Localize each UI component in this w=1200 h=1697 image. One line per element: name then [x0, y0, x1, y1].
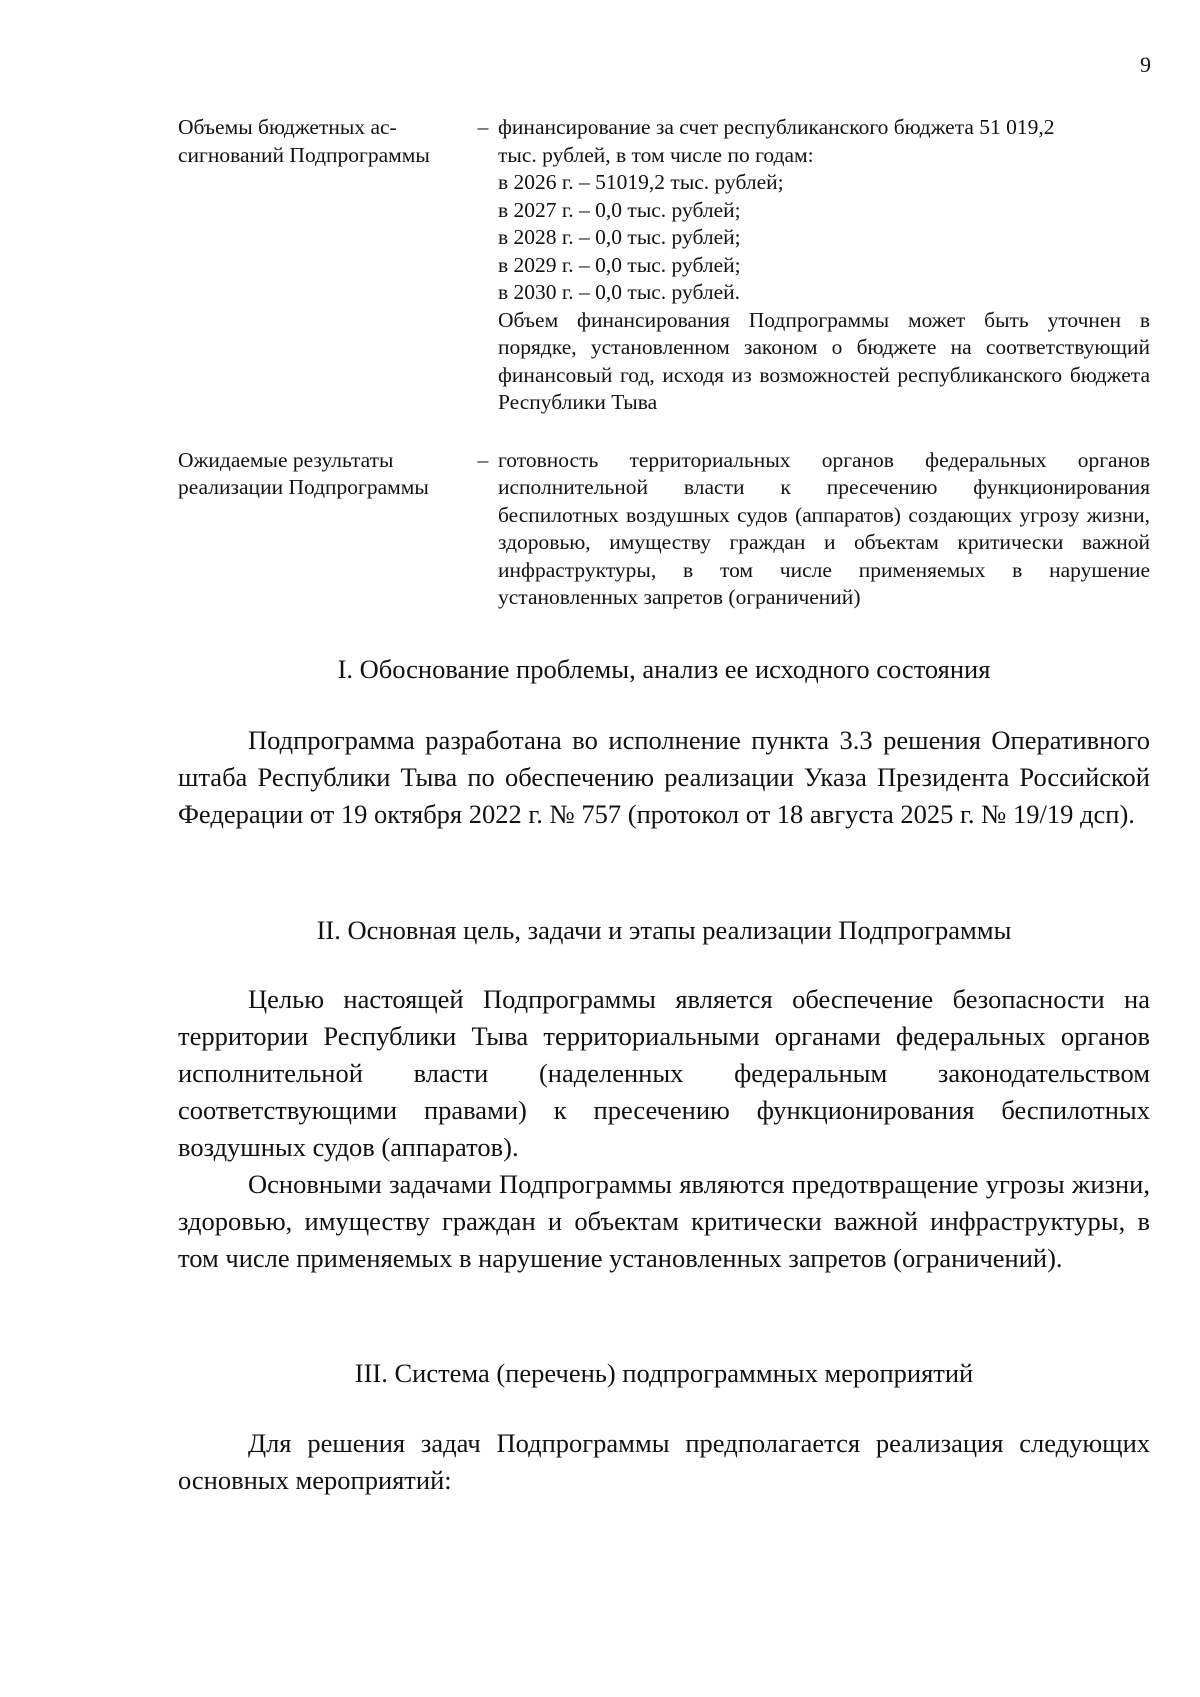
- passport-row-budget: [178, 114, 1150, 417]
- section-3-body: [178, 1425, 1150, 1499]
- funding-line: финансирование за счет республиканского бюджета 51 019,2: [498, 115, 1055, 139]
- passport-row-value: [498, 114, 1150, 417]
- row-dash: –: [477, 447, 489, 472]
- paragraph: Для решения задач Подпрограммы предполагается реализация следующих основных мероприятий:: [178, 1428, 1150, 1495]
- label-line: реализации Подпрограммы: [178, 475, 429, 499]
- funding-year-line: в 2029 г. – 0,0 тыс. рублей;: [498, 252, 741, 277]
- section-heading-1: I. Обоснование проблемы, анализ ее исходного состояния: [337, 654, 991, 684]
- label-line: Ожидаемые результаты: [178, 447, 394, 472]
- section-heading-3: III. Система (перечень) подпрограммных мероприятий: [354, 1358, 974, 1388]
- funding-line: тыс. рублей, в том числе по годам:: [498, 142, 814, 167]
- section-heading-2: II. Основная цель, задачи и этапы реализации Подпрограммы: [316, 915, 1012, 945]
- row-dash: –: [477, 115, 489, 139]
- paragraph: Основными задачами Подпрограммы являются предотвращение угрозы жизни, здоровью, имуществу граждан и объектам критически важной инфраструктуры, в том числе применяемых в нарушение установленных запретов (ограничений).: [178, 1169, 1150, 1273]
- passport-table: [178, 114, 1150, 642]
- funding-year-line: в 2030 г. – 0,0 тыс. рублей.: [498, 280, 741, 304]
- label-line: сигнований Подпрограммы: [178, 142, 430, 167]
- passport-row-label: [178, 114, 468, 169]
- passport-row-label: [178, 447, 468, 502]
- page-number: 9: [1140, 52, 1151, 77]
- paragraph: Целью настоящей Подпрограммы является обеспечение безопасности на территории Республики Тыва территориальными органами федеральных органов исполнительной власти (наделенных федеральным законодательством соответствующими правами) к пресечению функционирования беспилотных воздушных судов (аппаратов).: [178, 984, 1150, 1162]
- section-1-body: [178, 722, 1150, 833]
- funding-note: Объем финансирования Подпрограммы может быть уточнен в порядке, установленном законом о бюджете на соответствующий финансовый год, исходя из возможностей республиканского бюджета Республики Тыва: [498, 307, 1150, 414]
- funding-year-line: в 2026 г. – 51019,2 тыс. рублей;: [498, 170, 784, 194]
- passport-row-results: [178, 447, 1150, 612]
- expected-results-text: готовность территориальных органов федеральных органов исполнительной власти к пресечению функционирования беспилотных воздушных судов (аппаратов) создающих угрозу жизни, здоровью, имуществу граждан и объектам критически важной инфраструктуры, в том числе применяемых в нарушение установленных запретов (ограничений): [498, 447, 1150, 609]
- funding-year-line: в 2027 г. – 0,0 тыс. рублей;: [498, 197, 741, 222]
- funding-year-line: в 2028 г. – 0,0 тыс. рублей;: [498, 225, 741, 249]
- passport-row-value: [498, 447, 1150, 612]
- section-2-body: [178, 981, 1150, 1277]
- label-line: Объемы бюджетных ас-: [178, 115, 397, 139]
- paragraph: Подпрограмма разработана во исполнение пункта 3.3 решения Оперативного штаба Республики Тыва по обеспечению реализации Указа Президента Российской Федерации от 19 октября 2022 г. № 757 (протокол от 18 августа 2025 г. № 19/19 дсп).: [178, 725, 1150, 829]
